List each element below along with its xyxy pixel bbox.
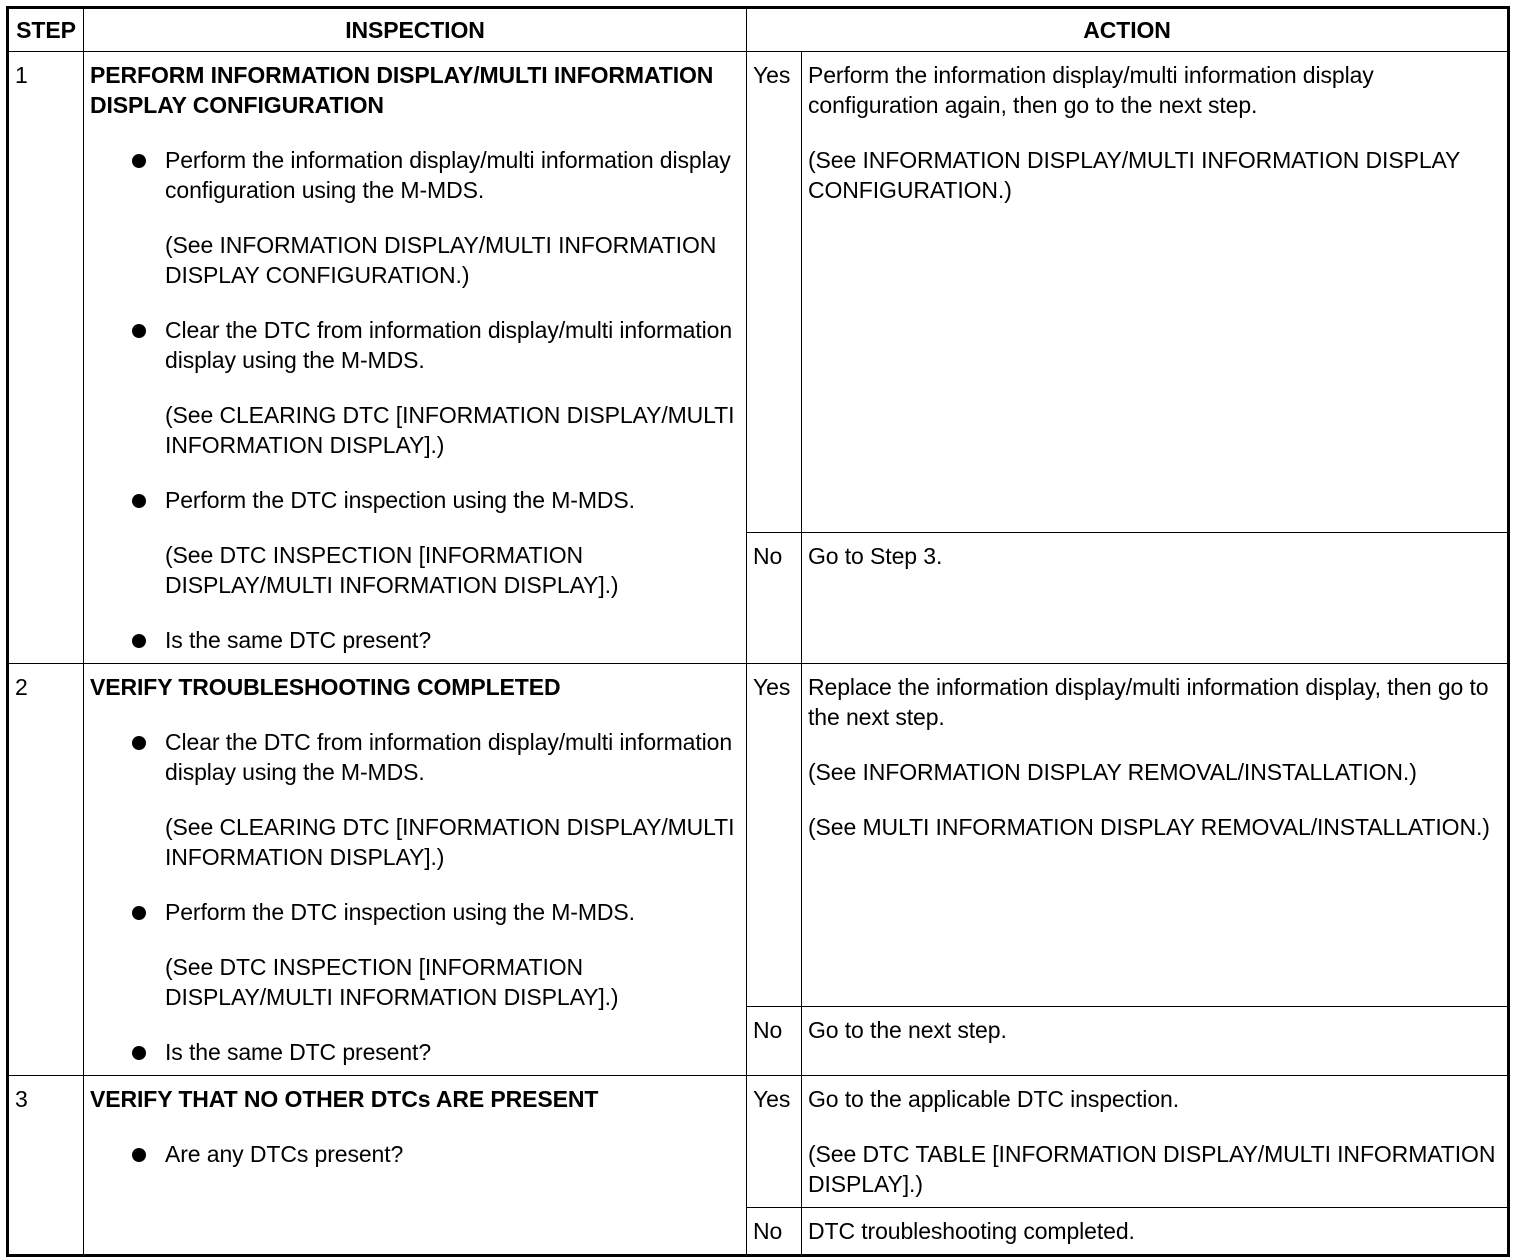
list-item: Are any DTCs present? xyxy=(90,1139,740,1169)
reference-note: (See DTC INSPECTION [INFORMATION DISPLAY/MULTI INFORMATION DISPLAY].) xyxy=(165,542,619,598)
bullet-icon xyxy=(132,906,146,920)
reference-note: (See INFORMATION DISPLAY/MULTI INFORMATION DISPLAY CONFIGURATION.) xyxy=(808,147,1460,203)
step-number: 2 xyxy=(8,664,84,1076)
bullet-icon xyxy=(132,154,146,168)
list-item: Is the same DTC present? xyxy=(90,625,740,655)
action-text: Go to the applicable DTC inspection. xyxy=(808,1086,1179,1112)
reference-note: (See MULTI INFORMATION DISPLAY REMOVAL/INSTALLATION.) xyxy=(808,814,1490,840)
list-item: Clear the DTC from information display/multi information display using the M-MDS. xyxy=(90,727,740,787)
inspection-title: VERIFY TROUBLESHOOTING COMPLETED xyxy=(90,674,561,700)
yes-label: Yes xyxy=(747,52,802,533)
inspection-cell xyxy=(84,664,747,1076)
step-number: 1 xyxy=(8,52,84,664)
reference-note: (See CLEARING DTC [INFORMATION DISPLAY/MULTI INFORMATION DISPLAY].) xyxy=(165,814,735,870)
action-yes-cell xyxy=(802,664,1509,1007)
action-header: ACTION xyxy=(747,8,1509,52)
action-text: Replace the information display/multi information display, then go to the next step. xyxy=(808,674,1489,730)
bullet-icon xyxy=(132,324,146,338)
list-item: Is the same DTC present? xyxy=(90,1037,740,1067)
bullet-icon xyxy=(132,736,146,750)
no-label: No xyxy=(747,1006,802,1075)
reference-note: (See CLEARING DTC [INFORMATION DISPLAY/MULTI INFORMATION DISPLAY].) xyxy=(165,402,735,458)
action-text: Perform the information display/multi information display configuration again, then go to the next step. xyxy=(808,62,1374,118)
step-header: STEP xyxy=(8,8,84,52)
table-row xyxy=(8,1076,1509,1208)
action-no-cell: Go to the next step. xyxy=(802,1006,1509,1075)
action-no-cell: DTC troubleshooting completed. xyxy=(802,1208,1509,1256)
action-yes-cell xyxy=(802,1076,1509,1208)
bullet-icon xyxy=(132,634,146,648)
inspection-cell xyxy=(84,52,747,664)
reference-note: (See DTC INSPECTION [INFORMATION DISPLAY/MULTI INFORMATION DISPLAY].) xyxy=(165,954,619,1010)
bullet-icon xyxy=(132,494,146,508)
yes-label: Yes xyxy=(747,1076,802,1208)
inspection-title: PERFORM INFORMATION DISPLAY/MULTI INFORMATION DISPLAY CONFIGURATION xyxy=(90,62,714,118)
list-item: Perform the DTC inspection using the M-MDS. xyxy=(90,485,740,515)
troubleshooting-table xyxy=(6,6,1510,1257)
inspection-title: VERIFY THAT NO OTHER DTCs ARE PRESENT xyxy=(90,1086,599,1112)
reference-note: (See DTC TABLE [INFORMATION DISPLAY/MULTI INFORMATION DISPLAY].) xyxy=(808,1141,1496,1197)
step-number: 3 xyxy=(8,1076,84,1256)
list-item: Perform the information display/multi information display configuration using the M-MDS. xyxy=(90,145,740,205)
header-row xyxy=(8,8,1509,52)
list-item: Clear the DTC from information display/multi information display using the M-MDS. xyxy=(90,315,740,375)
bullet-icon xyxy=(132,1046,146,1060)
bullet-icon xyxy=(132,1148,146,1162)
table-row xyxy=(8,664,1509,1007)
no-label: No xyxy=(747,1208,802,1256)
table-row xyxy=(8,52,1509,533)
reference-note: (See INFORMATION DISPLAY/MULTI INFORMATION DISPLAY CONFIGURATION.) xyxy=(165,232,717,288)
reference-note: (See INFORMATION DISPLAY REMOVAL/INSTALLATION.) xyxy=(808,759,1417,785)
list-item: Perform the DTC inspection using the M-MDS. xyxy=(90,897,740,927)
inspection-header: INSPECTION xyxy=(84,8,747,52)
action-no-cell: Go to Step 3. xyxy=(802,533,1509,664)
action-yes-cell xyxy=(802,52,1509,533)
no-label: No xyxy=(747,533,802,664)
inspection-cell xyxy=(84,1076,747,1256)
yes-label: Yes xyxy=(747,664,802,1007)
